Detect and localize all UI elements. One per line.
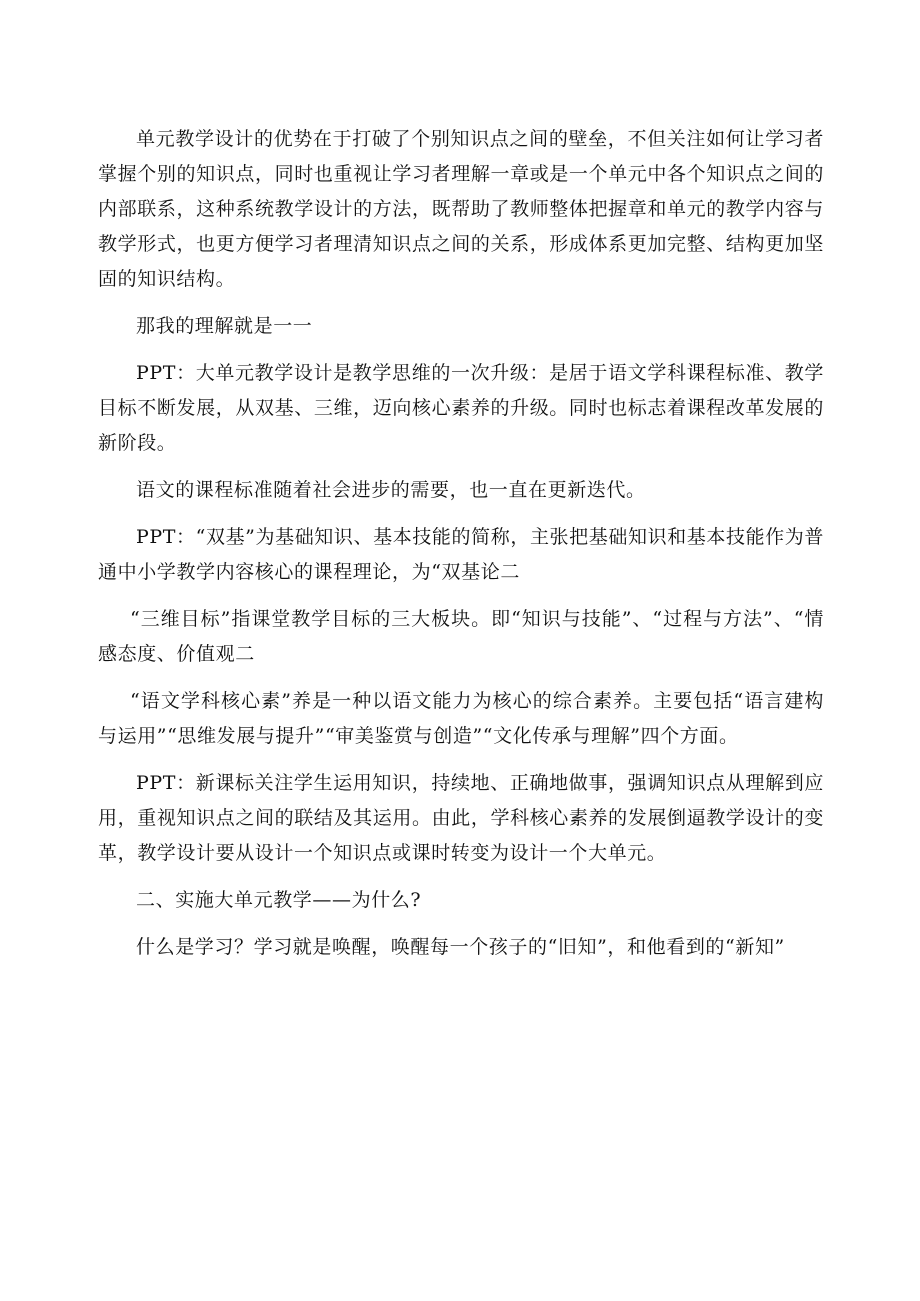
paragraph-unit-design-advantage: 单元教学设计的优势在于打破了个别知识点之间的壁垒，不但关注如何让学习者掌握个别的知识点，同时也重视让学习者理解一章或是一个单元中各个知识点之间的内部联系，这种系统教学设计的方法，既帮助了教师整体把握章和单元的教学内容与教学形式，也更方便学习者理清知识点之间的关系，形成体系更加完整、结构更加坚固的知识结构。 [98,128,824,290]
paragraph-what-is-learning: 什么是学习？学习就是唤醒，唤醒每一个孩子的“旧知”，和他看到的“新知” [136,936,785,958]
paragraph-ppt-new-standard: PPT：新课标关注学生运用知识，持续地、正确地做事，强调知识点从理解到应用，重视知识点之间的联结及其运用。由此，学科核心素养的发展倒逼教学设计的变革，教学设计要从设计一个知识点或课时转变为设计一个大单元。 [98,772,824,864]
document-body [98,122,824,977]
paragraph-ppt-thinking-upgrade: PPT：大单元教学设计是教学思维的一次升级：是居于语文学科课程标准、教学目标不断发展，从双基、三维，迈向核心素养的升级。同时也标志着课程改革发展的新阶段。 [98,362,824,454]
paragraph-curriculum-standard: 语文的课程标准随着社会进步的需要，也一直在更新迭代。 [136,479,646,501]
paragraph-ppt-double-basics: PPT：“双基”为基础知识、基本技能的简称，主张把基础知识和基本技能作为普通中小学教学内容核心的课程理论，为“双基论二 [98,526,824,583]
section-heading-why-big-unit: 二、实施大单元教学——为什么? [136,889,422,911]
paragraph-three-dimensional-goals: “三维目标”指课堂教学目标的三大板块。即“知识与技能”、“过程与方法”、“情感态度、价值观二 [98,608,824,665]
paragraph-my-understanding: 那我的理解就是一一 [136,315,313,337]
paragraph-core-literacy: “语文学科核心素”养是一种以语文能力为核心的综合素养。主要包括“语言建构与运用”“思维发展与提升”“审美鉴赏与创造”“文化传承与理解”四个方面。 [98,690,824,747]
